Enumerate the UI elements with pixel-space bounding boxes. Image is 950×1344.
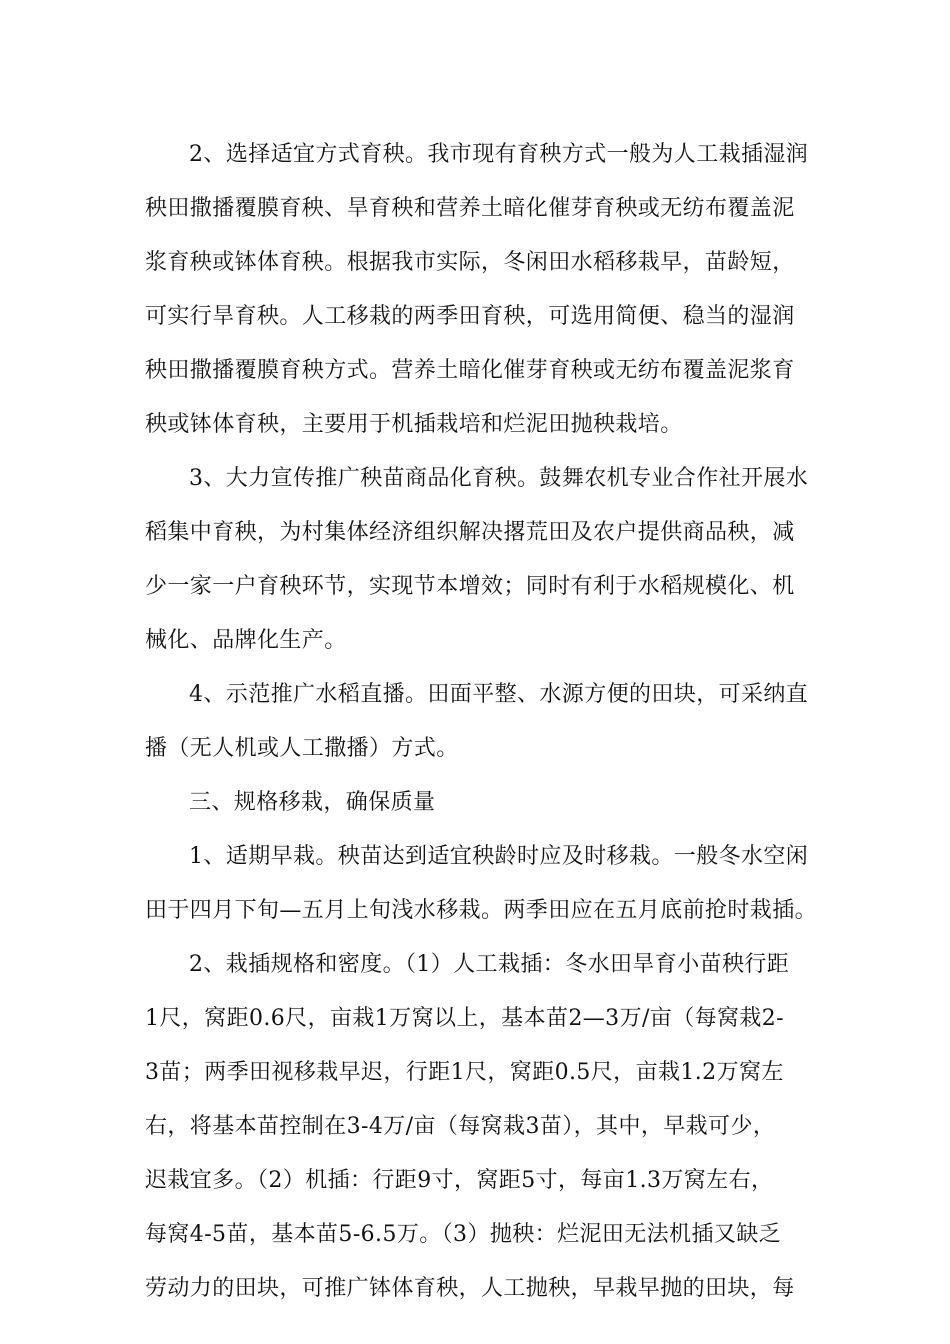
paragraph-seedling-method-line-3: 浆育秧或钵体育秧。根据我市实际，冬闲田水稻移栽早，苗龄短， [145, 250, 795, 275]
paragraph-early-transplant-line-1: 1、适期早栽。秧苗达到适宜秧龄时应及时移栽。一般冬水空闲 [189, 844, 809, 869]
paragraph-seedling-method-line-2: 秧田撒播覆膜育秧、旱育秧和营养土暗化催芽育秧或无纺布覆盖泥 [145, 196, 795, 221]
paragraph-planting-density-line-1: 2、栽插规格和密度。（1）人工栽插：冬水田旱育小苗秧行距 [189, 952, 790, 977]
paragraph-planting-density-line-3: 3苗；两季田视移栽早迟，行距1尺，窝距0.5尺，亩栽1.2万窝左 [145, 1060, 784, 1085]
paragraph-planting-density-line-6: 每窝4-5苗，基本苗5-6.5万。（3）抛秧：烂泥田无法机插又缺乏 [145, 1222, 782, 1247]
paragraph-commercial-seedling-line-3: 少一家一户育秧环节，实现节本增效；同时有利于水稻规模化、机 [145, 574, 795, 599]
paragraph-planting-density-line-5: 迟栽宜多。（2）机插：行距9寸，窝距5寸，每亩1.3万窝左右， [145, 1168, 774, 1193]
paragraph-commercial-seedling-line-1: 3、大力宣传推广秧苗商品化育秧。鼓舞农机专业合作社开展水 [189, 466, 809, 491]
paragraph-seedling-method-line-4: 可实行旱育秧。人工移栽的两季田育秧，可选用简便、稳当的湿润 [145, 304, 795, 329]
section-heading-transplanting: 三、规格移栽，确保质量 [189, 790, 436, 815]
paragraph-commercial-seedling-line-4: 械化、品牌化生产。 [145, 628, 347, 653]
paragraph-planting-density-line-2: 1尺，窝距0.6尺，亩栽1万窝以上，基本苗2—3万/亩（每窝栽2- [145, 1006, 785, 1031]
paragraph-planting-density-line-7: 劳动力的田块，可推广钵体育秧，人工抛秧，早栽早抛的田块，每 [145, 1276, 795, 1301]
paragraph-commercial-seedling-line-2: 稻集中育秧，为村集体经济组织解决撂荒田及农户提供商品秧，减 [145, 520, 795, 545]
paragraph-seedling-method-line-6: 秧或钵体育秧，主要用于机插栽培和烂泥田抛秧栽培。 [145, 412, 683, 437]
paragraph-planting-density-line-4: 右，将基本苗控制在3-4万/亩（每窝栽3苗），其中，早栽可少， [145, 1114, 776, 1139]
paragraph-direct-seeding-line-1: 4、示范推广水稻直播。田面平整、水源方便的田块，可采纳直 [189, 682, 809, 707]
paragraph-seedling-method-line-1: 2、选择适宜方式育秧。我市现有育秧方式一般为人工栽插湿润 [189, 142, 809, 167]
paragraph-seedling-method-line-5: 秧田撒播覆膜育秧方式。营养土暗化催芽育秧或无纺布覆盖泥浆育 [145, 358, 795, 383]
paragraph-direct-seeding-line-2: 播（无人机或人工撒播）方式。 [145, 736, 459, 761]
paragraph-early-transplant-line-2: 田于四月下旬—五月上旬浅水移栽。两季田应在五月底前抢时栽插。 [145, 898, 818, 923]
document-body [145, 128, 818, 1316]
